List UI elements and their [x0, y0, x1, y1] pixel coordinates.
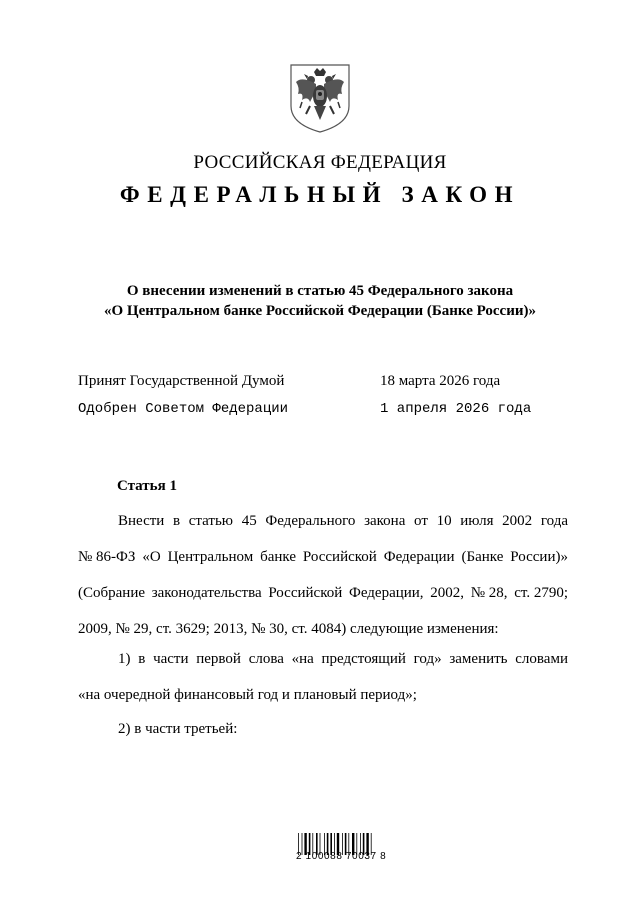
title-line: О внесении изменений в статью 45 Федерального закона [126, 283, 514, 299]
word: 1) [118, 651, 131, 667]
word: в [138, 651, 146, 667]
article-paragraph-2 [78, 651, 568, 723]
adoption-row-council [78, 401, 548, 429]
paragraph-line [78, 585, 568, 621]
word: № 86-ФЗ [78, 549, 136, 565]
word: «на [291, 651, 314, 667]
word: июля [460, 513, 494, 529]
paragraph-line [78, 513, 568, 549]
word: части [153, 651, 189, 667]
document-type: ФЕДЕРАЛЬНЫЙ ЗАКОН [119, 182, 521, 207]
word: (Собрание [78, 585, 146, 601]
word: словами [515, 651, 568, 667]
word: «О [142, 549, 161, 565]
paragraph-line [78, 651, 568, 687]
word: Российской [268, 585, 343, 601]
word: 2002, [430, 585, 465, 601]
word: законодательства [151, 585, 262, 601]
paragraph-line [78, 687, 568, 723]
council-label: Одобрен Советом Федерации [78, 401, 289, 417]
word: банке [260, 549, 296, 565]
word: Внести [118, 513, 165, 529]
word: 2002 [502, 513, 533, 529]
word: ст. 2790; [514, 585, 568, 601]
word: заменить [449, 651, 508, 667]
word: слова [248, 651, 284, 667]
word: России)» [510, 549, 568, 565]
duma-date: 18 марта 2026 года [380, 373, 501, 389]
word: от [414, 513, 428, 529]
word: года [540, 513, 568, 529]
duma-label: Принят Государственной Думой [78, 373, 285, 389]
word: Федерации [383, 549, 455, 565]
article-paragraph-1 [78, 513, 568, 657]
word: предстоящий [321, 651, 406, 667]
article-paragraph-3: 2) в части третьей: [118, 721, 238, 737]
country-name: РОССИЙСКАЯ ФЕДЕРАЦИЯ [193, 152, 447, 173]
word: Федерального [265, 513, 356, 529]
council-date: 1 апреля 2026 года [380, 401, 532, 417]
title-line: «О Центральном банке Российской Федерации (Банке России)» [103, 303, 536, 319]
word: 10 [436, 513, 452, 529]
word: статью [188, 513, 234, 529]
word: первой [196, 651, 241, 667]
document-title [0, 281, 640, 321]
word: Российской [302, 549, 377, 565]
word: «на очередной финансовый год и плановый период»; [78, 687, 417, 703]
word: (Банке [461, 549, 504, 565]
paragraph-line [78, 549, 568, 585]
word: год» [413, 651, 442, 667]
word: 45 [241, 513, 257, 529]
word: 2009, № 29, ст. 3629; 2013, № 30, ст. 4084) следующие изменения: [78, 621, 499, 637]
article-heading: Статья 1 [117, 478, 177, 494]
coat-of-arms-icon [288, 62, 352, 134]
word: № 28, [470, 585, 508, 601]
barcode-number: 2 100088 70037 8 [296, 851, 387, 862]
word: в [172, 513, 181, 529]
word: Федерации, [348, 585, 424, 601]
word: Центральном [167, 549, 254, 565]
adoption-block [78, 373, 548, 429]
word: закона [364, 513, 406, 529]
adoption-row-duma [78, 373, 548, 401]
